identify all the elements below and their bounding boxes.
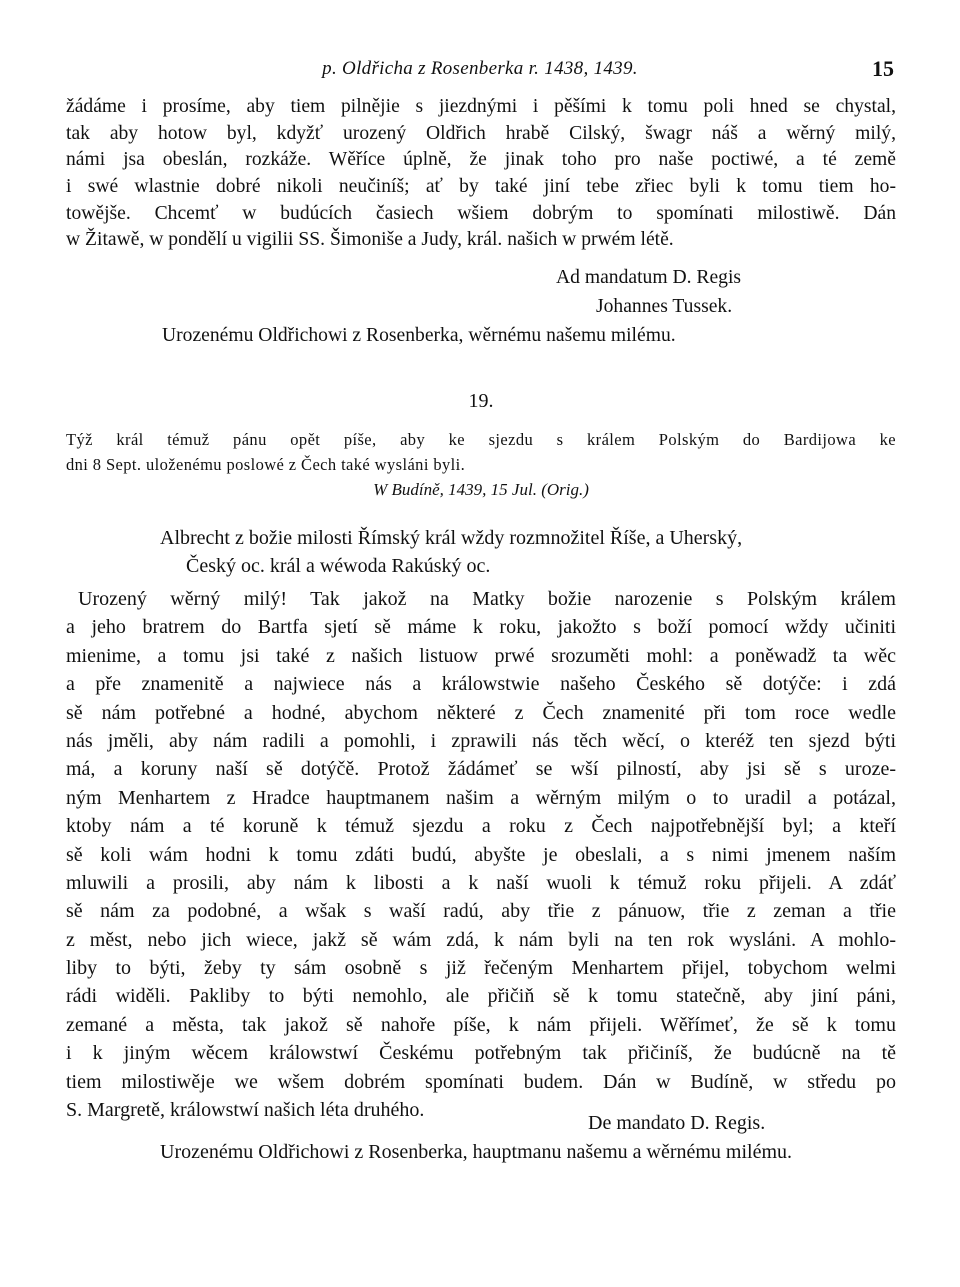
- text-line: má, a koruny naší sě dotýčě. Protož žádámeť se wší pilností, aby jsi sě s uroze-: [66, 758, 896, 781]
- text-line: zemané a města, tak jakož sě nahoře píše, k nám přijeli. Wěřímeť, že sě k tomu: [66, 1013, 896, 1036]
- text-line: liby to býti, žeby ty sám osobně s již řečeným Menhartem přijel, tobychom welmi: [66, 957, 896, 980]
- summary-line: Týž král témuž pánu opět píše, aby ke sjezdu s králem Polským do Bardijowa ke: [66, 430, 896, 449]
- running-title: p. Oldřicha z Rosenberka r. 1438, 1439.: [322, 58, 638, 79]
- text-line: towějše. Chcemť w budúcích časiech wšiem dobrým to spomínati milostiwě. Dán: [66, 202, 896, 224]
- text-line: sě nám za podobné, a wšak s waší radú, aby třie z pánuow, třie z zeman a třie: [66, 900, 896, 923]
- text-line: S. Margretě, králowstwí našich léta druhého.: [66, 1099, 425, 1122]
- source-note: W Budíně, 1439, 15 Jul. (Orig.): [373, 480, 589, 499]
- intitulatio: [66, 524, 896, 581]
- text-line: námi jsa obeslán, rozkáže. Wěříce úplně, že jinak toho pro naše poctiwé, a té země: [66, 149, 896, 171]
- text-line: mluwili a prosili, aby nám k libosti a k naší wuoli k témuž roku přijeli. A zdáť: [66, 871, 896, 894]
- text-line: ným Menhartem z Hradce hauptmanem našim a wěrným milým o to uradil a potázal,: [66, 786, 896, 809]
- intitulatio-line: Albrecht z božie milosti Římský král wždy rozmnožitel Říše, a Uherský,: [160, 527, 743, 549]
- letter-address: Urozenému Oldřichowi z Rosenberka, hauptmanu našemu a wěrnému milému.: [160, 1141, 793, 1163]
- letter-continuation: [66, 94, 896, 254]
- text-line: a pře znamenitě a najwiece nás a králowstwie našeho Českého sě dotýče: i zdá: [66, 673, 896, 696]
- text-line: žádáme i prosíme, aby tiem pilnějie s jiezdnými i pěšími k tomu poli hned se chystal,: [66, 96, 896, 117]
- summary-line: dni 8 Sept. uloženému poslowé z Čech také wysláni byli.: [66, 454, 466, 474]
- intitulatio-line: Český oc. král a wéwoda Rakúský oc.: [186, 555, 491, 578]
- text-line: tak aby hotow byl, kdyžť urozený Oldřich hrabě Cilský, šwagr náš a wěrný milý,: [66, 122, 896, 144]
- text-line: nás jměli, aby nám radili a pomohli, i zprawili nás těch wěcí, o kteréž ten sjezd býti: [66, 729, 896, 752]
- text-line: sě nám potřebné a hodné, abychom některé z Čech znamenité při tom roce wedle: [66, 701, 896, 724]
- running-head: [60, 58, 900, 88]
- text-line: sě koli wám hodni k tomu zdáti budú, abyšte je obeslali, a s nimi jmenem naším: [66, 843, 896, 866]
- regest-summary: [66, 428, 896, 477]
- mandate-note: De mandato D. Regis.: [588, 1112, 766, 1134]
- text-line: Urozený wěrný milý! Tak jakož na Matky božie narozenie s Polským králem: [78, 588, 896, 610]
- text-line: a jeho bratrem do Bartfa sjetí sě máme k roku, jakožto s boží pomocí wždy učiniti: [66, 616, 896, 639]
- document-number: 19.: [468, 390, 494, 412]
- letter-address: Urozenému Oldřichowi z Rosenberka, wěrnému našemu milému.: [162, 325, 676, 346]
- mandate-note: Ad mandatum D. Regis: [556, 267, 742, 288]
- text-line: w Žitawě, w pondělí u vigilii SS. Šimoniše a Judy, král. našich w prwém létě.: [66, 229, 674, 251]
- text-line: rádi widěli. Pakliby to býti nemohlo, ale přičiň sě k tomu statečně, aby jiní páni,: [66, 985, 896, 1008]
- text-line: i k jiným wěcem králowstwí Českému potřebným tak přičiníš, že budúcně na tě: [66, 1042, 896, 1065]
- text-line: i swé wlastnie dobré nikoli neučiníš; ať by také jiní tebe zřiec byli k tomu tiem ho-: [66, 176, 896, 198]
- text-line: ktoby nám a té koruně k témuž sjezdu a roku z Čech najpotřebnější byl; a kteří: [66, 815, 896, 838]
- page-number: 15: [872, 56, 894, 81]
- text-line: z měst, nebo jich wiece, jakž sě wám zdá, k nám byli na ten rok wysláni. A mohlo-: [66, 928, 896, 951]
- signer-name: Johannes Tussek.: [596, 296, 733, 317]
- letter-body: [66, 585, 896, 1124]
- text-line: tiem milostiwěje we wšem dobrém spomínati budem. Dán w Budíně, w středu po: [66, 1070, 896, 1093]
- text-line: mienime, a tomu jsi také z našich listuow prwé srozuměti mohl: a poněwadž ta wěc: [66, 644, 896, 667]
